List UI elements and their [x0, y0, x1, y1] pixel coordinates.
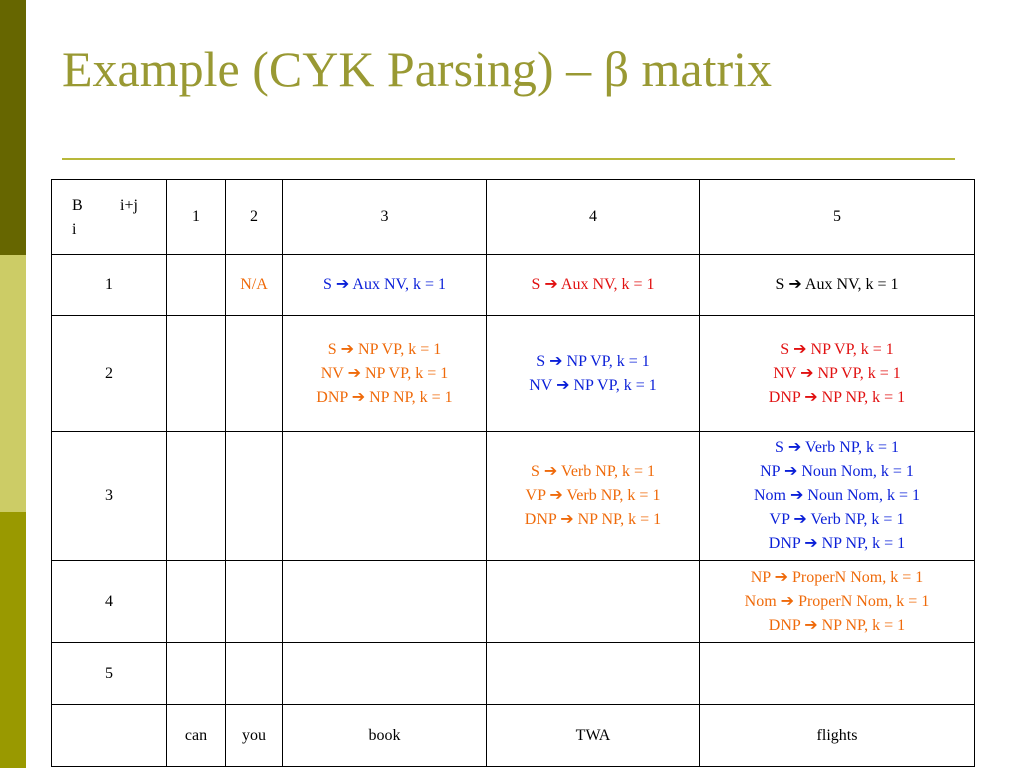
matrix-cell: [283, 432, 487, 561]
matrix-cell: [487, 561, 700, 643]
row-label: 5: [52, 643, 167, 705]
matrix-cell: [700, 255, 975, 316]
words-row-blank-cell: [52, 705, 167, 767]
rule-entry: DNP ➔ NP NP, k = 1: [316, 388, 453, 406]
rule-entry: S ➔ NP VP, k = 1: [327, 340, 442, 358]
matrix-cell: [167, 643, 226, 705]
corner-b-label: B: [72, 197, 83, 214]
matrix-row: [52, 643, 975, 705]
matrix-row: [52, 561, 975, 643]
rule-entry: S ➔ Aux NV, k = 1: [322, 276, 447, 293]
rule-entry: Nom ➔ ProperN Nom, k = 1: [744, 592, 930, 610]
matrix-row: [52, 255, 975, 316]
rule-entry: NV ➔ NP VP, k = 1: [320, 364, 449, 382]
matrix-cell: [700, 316, 975, 432]
matrix-cell: [283, 316, 487, 432]
column-header: 3: [283, 180, 487, 255]
rule-entry: NV ➔ NP VP, k = 1: [773, 364, 901, 382]
row-label: 1: [52, 255, 167, 316]
column-header: 4: [487, 180, 700, 255]
sidebar-decoration: [0, 0, 26, 768]
matrix-row: [52, 432, 975, 561]
column-header: 2: [226, 180, 283, 255]
rule-entry: S ➔ Aux NV, k = 1: [775, 276, 899, 293]
title-underline: [62, 158, 955, 160]
matrix-cell: [283, 561, 487, 643]
rule-entry: DNP ➔ NP NP, k = 1: [768, 388, 906, 406]
rule-entry: Nom ➔ Noun Nom, k = 1: [754, 487, 920, 504]
row-label: 2: [52, 316, 167, 432]
matrix-cell: [700, 643, 975, 705]
matrix-cell: [487, 255, 700, 316]
matrix-row: [52, 316, 975, 432]
matrix-cell: [226, 432, 283, 561]
rule-entry: NP ➔ Noun Nom, k = 1: [760, 463, 914, 480]
beta-matrix-table: [51, 179, 975, 767]
matrix-cell: [487, 432, 700, 561]
matrix-cell: [226, 561, 283, 643]
corner-i-label: i: [72, 221, 77, 238]
matrix-cell: [487, 643, 700, 705]
rule-entry: NV ➔ NP VP, k = 1: [529, 376, 657, 394]
rule-entry: DNP ➔ NP NP, k = 1: [524, 511, 662, 528]
word-cell: can: [167, 705, 226, 767]
header-row: [52, 180, 975, 255]
sidebar-band-light: [0, 255, 26, 512]
matrix-cell: [226, 316, 283, 432]
corner-cell: [52, 180, 167, 255]
word-cell: flights: [700, 705, 975, 767]
word-cell: book: [283, 705, 487, 767]
rule-entry: S ➔ Verb NP, k = 1: [775, 439, 899, 456]
rule-entry: DNP ➔ NP NP, k = 1: [768, 616, 906, 634]
row-label: 3: [52, 432, 167, 561]
matrix-cell: [700, 561, 975, 643]
matrix-cell: [283, 643, 487, 705]
matrix-cell: [283, 255, 487, 316]
word-cell: you: [226, 705, 283, 767]
rule-entry: N/A: [240, 276, 268, 293]
column-header: 5: [700, 180, 975, 255]
words-row: [52, 705, 975, 767]
slide-title: Example (CYK Parsing) – β matrix: [62, 41, 773, 97]
rule-entry: NP ➔ ProperN Nom, k = 1: [750, 568, 924, 586]
rule-entry: VP ➔ Verb NP, k = 1: [525, 487, 661, 504]
column-header: 1: [167, 180, 226, 255]
matrix-cell: [167, 561, 226, 643]
matrix-cell: [167, 316, 226, 432]
matrix-cell: [226, 255, 283, 316]
rule-entry: VP ➔ Verb NP, k = 1: [769, 511, 905, 528]
matrix-cell: [487, 316, 700, 432]
matrix-cell: [700, 432, 975, 561]
sidebar-band-mid: [0, 512, 26, 768]
sidebar-band-dark: [0, 0, 26, 255]
rule-entry: S ➔ Verb NP, k = 1: [531, 463, 655, 480]
word-cell: TWA: [487, 705, 700, 767]
rule-entry: S ➔ NP VP, k = 1: [780, 340, 894, 358]
rule-entry: DNP ➔ NP NP, k = 1: [768, 535, 906, 552]
matrix-cell: [167, 432, 226, 561]
matrix-cell: [226, 643, 283, 705]
rule-entry: S ➔ Aux NV, k = 1: [531, 276, 655, 293]
rule-entry: S ➔ NP VP, k = 1: [536, 352, 650, 370]
matrix-cell: [167, 255, 226, 316]
row-label: 4: [52, 561, 167, 643]
corner-ij-label: i+j: [120, 197, 138, 214]
